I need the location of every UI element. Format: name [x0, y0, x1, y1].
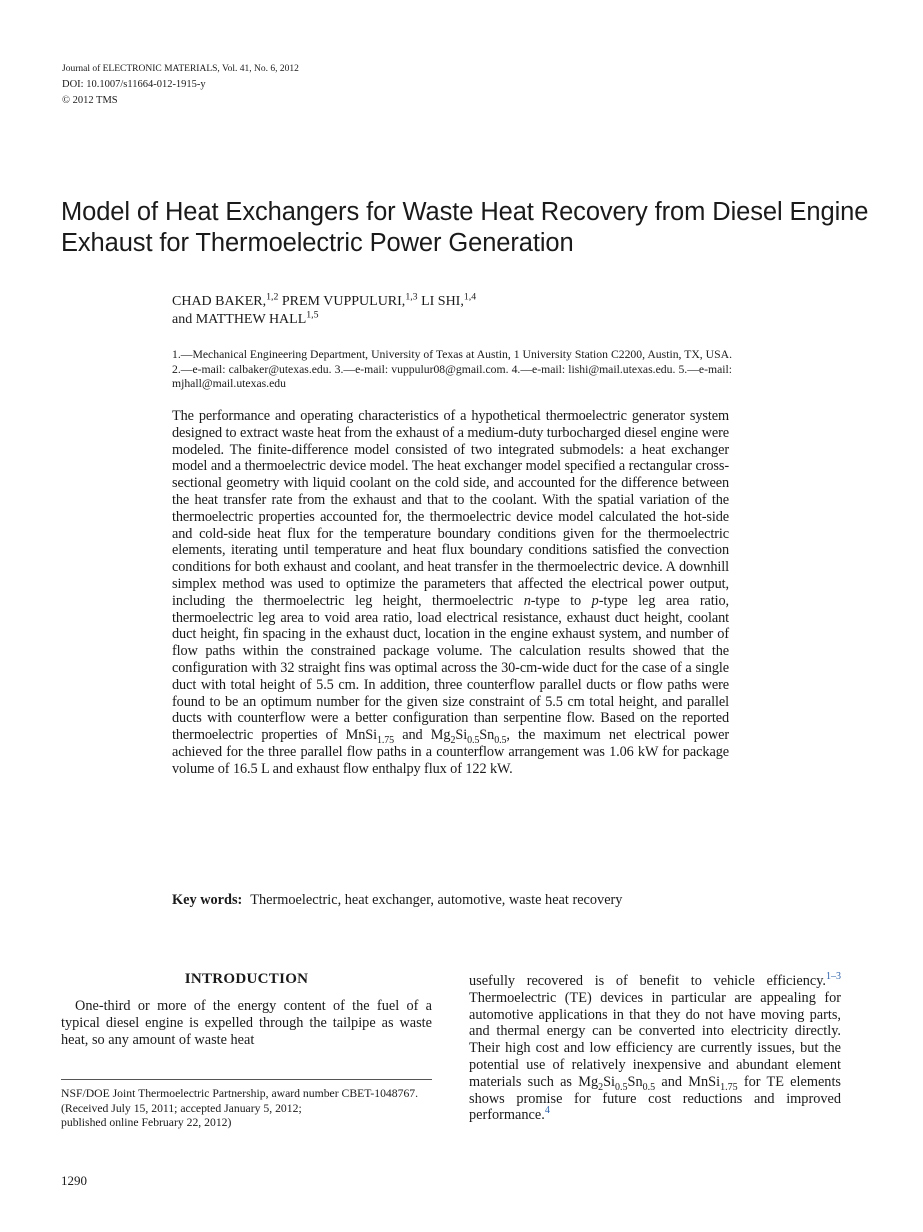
page-number: 1290 [61, 1173, 87, 1188]
journal-citation: Journal of ELECTRONIC MATERIALS, Vol. 41, No. 6, 2012 [62, 64, 299, 74]
intro-text: Thermoelectric (TE) devices in particular are appealing for automotive applications in that they do not have moving parts, and thermal energy can be converted into electricity directly. Their high cost and low efficiency are currently issues, but the potential use of relatively inexpensive and abundant element materials such as [469, 989, 841, 1090]
left-column [61, 971, 432, 1048]
reference-link[interactable]: 4 [544, 1105, 550, 1117]
abstract-text: -type leg area ratio, thermoelectric leg area to void area ratio, load electrical resistance, exhaust duct height, coolant duct height, fin spacing in the exhaust duct, location in the engine exhaust system, and number of flow paths within the constrained package volume. The calculation results showed that the configuration with 32 straight fins was optimal across the 30-cm-wide duct for the case of a single duct with total height of 5.5 cm. In addition, three counterflow parallel ducts or flow paths were found to be an optimum number for the given size constraint of 5.5 cm total height, and parallel ducts with counterflow were a better configuration than serpentine flow. Based on the reported thermoelectric properties of [172, 592, 729, 744]
keywords [172, 892, 692, 909]
journal-header [62, 61, 299, 109]
right-column: usefully recovered is of benefit to vehicle efficiency.$^{1-3}$ Thermoelectric (TE) devices in particular are appealing for automotive applications in that they do not have moving parts, and thermal energy can be converted into electricity directly. Their high cost and low efficiency are currently issues, but the potential use of relatively inexpensive and abundant element materials such as $Mg_2Si_{0.5}Sn_{0.5}$ and MnSi$_{1.75}$ for TE elements shows promise for future cost reductions and improved performance.$^4$ [469, 971, 841, 1124]
formula-mnsi: MnSi$_{1.75}$ [345, 727, 395, 746]
author-affiliation-mark: 1,4 [463, 291, 477, 303]
intro-paragraph: One-third or more of the energy content of the fuel of a typical diesel engine is expelled through the tailpipe as waste heat, so any amount of waste heat [61, 998, 432, 1048]
reference-link[interactable]: 1–3 [826, 971, 841, 983]
author-name: and MATTHEW HALL [172, 312, 307, 327]
keywords-text: Thermoelectric, heat exchanger, automotive, waste heat recovery [250, 892, 623, 908]
abstract-p-type: p [591, 592, 599, 609]
abstract-text: -type to [530, 592, 592, 609]
abstract-n-type: n [523, 592, 531, 609]
formula-mnsi: MnSi$_{1.75}$ [688, 1073, 738, 1093]
footnote-funding: NSF/DOE Joint Thermoelectric Partnership, award number CBET-1048767. [61, 1087, 419, 1100]
author-list [172, 293, 476, 329]
author-name: LI SHI, [421, 294, 464, 309]
author-affiliation-mark: 1,5 [306, 309, 319, 321]
footnote [61, 1087, 432, 1131]
intro-text: for TE elements shows promise for future cost reductions and improved performance. [469, 1073, 841, 1124]
formula-mg2si-sn: $Mg_2Si_{0.5}Sn_{0.5}$ [430, 727, 507, 746]
formula-mg2si-sn: $Mg_2Si_{0.5}Sn_{0.5}$ [578, 1073, 656, 1093]
intro-text: usefully recovered is of benefit to vehicle efficiency. [469, 973, 826, 989]
keywords-label: Key words: [172, 892, 243, 908]
footnote-divider [61, 1079, 432, 1080]
abstract: The performance and operating characteristics of a hypothetical thermoelectric generator system designed to extract waste heat from the exhaust of a medium-duty turbocharged diesel engine were modeled. The finite-difference model consisted of two integrated submodels: a heat exchanger model and a thermoelectric device model. The heat exchanger model specified a rectangular cross-sectional geometry with liquid coolant on the cold side, and accounted for the difference between the heat transfer rate from the exhaust and that to the coolant. With the spatial variation of the thermoelectric properties accounted for, the thermoelectric device model calculated the hot-side and cold-side heat flux for the temperature boundary conditions given for the thermoelectric elements, iterating until temperature and heat flux boundary conditions satisfied the convection conditions for both exhaust and coolant, and heat transfer in the thermoelectric device. A downhill simplex method was used to optimize the parameters that affected the electrical power output, including the thermoelectric leg height, thermoelectric n-type to p-type leg area ratio, thermoelectric leg area to void area ratio, load electrical resistance, exhaust duct height, coolant duct height, fin spacing in the exhaust duct, location in the engine exhaust system, and number of flow paths within the constrained package volume. The calculation results showed that the configuration with 32 straight fins was optimal across the 30-cm-wide duct for the case of a single duct with total height of 5.5 cm. In addition, three counterflow parallel ducts or flow paths were found to be an optimum number for the given size constraint of 5.5 cm total height, and parallel ducts with counterflow were a better configuration than serpentine flow. Based on the reported thermoelectric properties of MnSi$_{1.75}$ and $Mg_2Si_{0.5}Sn_{0.5}$, the maximum net electrical power achieved for the three parallel flow paths in a counterflow arrangement was 1.06 kW for package volume of 16.5 L and exhaust flow enthalpy flux of 122 kW. [172, 408, 729, 777]
doi[interactable]: DOI: 10.1007/s11664-012-1915-y [62, 79, 206, 90]
author-name: PREM VUPPULURI, [281, 294, 406, 309]
section-heading-introduction: INTRODUCTION [184, 971, 309, 987]
abstract-text: The performance and operating characteristics of a hypothetical thermoelectric generator system designed to extract waste heat from the exhaust of a medium-duty turbocharged diesel engine were modeled. The finite-difference model consisted of two integrated submodels: a heat exchanger model and a thermoelectric device model. The heat exchanger model specified a rectangular cross-sectional geometry with liquid coolant on the cold side, and accounted for the difference between the heat transfer rate from the exhaust and that to the coolant. With the spatial variation of the thermoelectric properties accounted for, the thermoelectric device model calculated the hot-side and cold-side heat flux for the temperature boundary conditions given for the thermoelectric elements, iterating until temperature and heat flux boundary conditions satisfied the convection conditions for both exhaust and coolant, and heat transfer in the thermoelectric device. A downhill simplex method was used to optimize the parameters that affected the electrical power output, including the thermoelectric leg height, thermoelectric [172, 408, 729, 609]
author-affiliation-mark: 1,2 [266, 291, 279, 303]
author-name: CHAD BAKER, [172, 294, 267, 309]
footnote-received: (Received July 15, 2011; accepted January 5, 2012; [61, 1101, 302, 1115]
abstract-text: , the maximum net electrical power achieved for the three parallel flow paths in a counterflow arrangement was 1.06 kW for package volume of 16.5 L and exhaust flow enthalpy flux of 122 kW. [172, 727, 729, 777]
article-title: Model of Heat Exchangers for Waste Heat Recovery from Diesel Engine Exhaust for Thermoelectric Power Generation [61, 198, 869, 257]
footnote-published: published online February 22, 2012) [61, 1116, 232, 1129]
author-affiliation-mark: 1,3 [405, 291, 418, 303]
copyright: © 2012 TMS [62, 95, 118, 106]
affiliations: 1.—Mechanical Engineering Department, University of Texas at Austin, 1 University Station C2200, Austin, TX, USA. 2.—e-mail: calbaker@utexas.edu. 3.—e-mail: vuppulur08@gmail.com. 4.—e-mail: lishi@mail.utexas.edu. 5.—e-mail: mjhall@mail.utexas.edu [172, 348, 732, 390]
